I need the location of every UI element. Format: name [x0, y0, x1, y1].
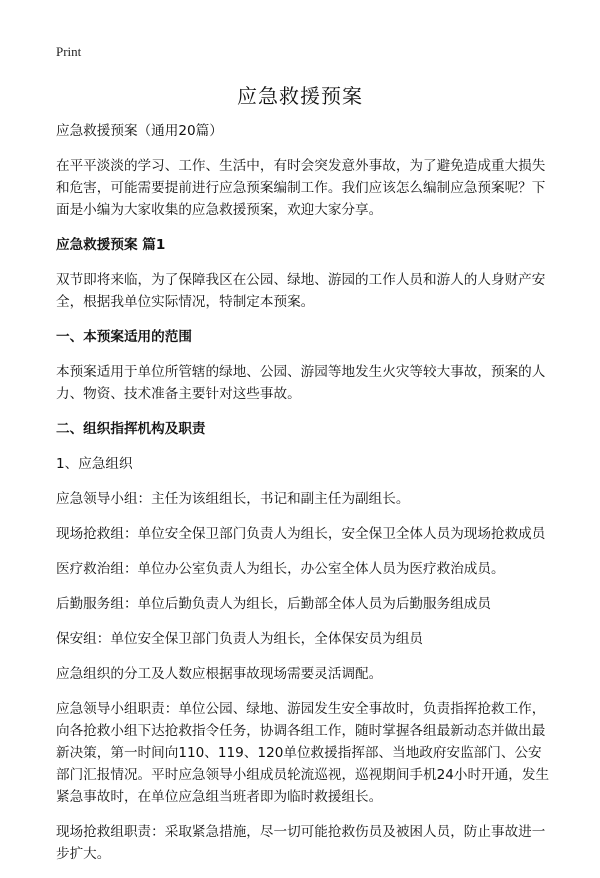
- paragraph-5: 现场抢救组：单位安全保卫部门负责人为组长，安全保卫全体人员为现场抢救成员: [56, 526, 546, 542]
- paragraph-11: 现场抢救组职责：采取紧急措施，尽一切可能抢救伤员及被困人员，防止事故进一步扩大。: [56, 824, 546, 862]
- paragraph-3: 1、应急组织: [56, 456, 133, 472]
- paragraph-9: 应急组织的分工及人数应根据事故现场需要灵活调配。: [56, 666, 383, 682]
- document-body: [56, 120, 552, 878]
- paragraph-8: 保安组：单位安全保卫部门负责人为组长，全体保安员为组员: [56, 631, 424, 647]
- heading-organization: 二、组织指挥机构及职责: [56, 421, 206, 437]
- paragraph-1: 双节即将来临，为了保障我区在公园、绿地、游园的工作人员和游人的人身财产安全，根据我单位实际情况，特制定本预案。: [56, 272, 546, 310]
- page-title: 应急救援预案: [237, 84, 363, 108]
- paragraph-7: 后勤服务组：单位后勤负责人为组长，后勤部全体人员为后勤服务组成员: [56, 596, 491, 612]
- intro-paragraph: 在平平淡淡的学习、工作、生活中，有时会突发意外事故，为了避免造成重大损失和危害，可能需要提前进行应急预案编制工作。我们应该怎么编制应急预案呢？下面是小编为大家收集的应急救援预案，欢迎大家分享。: [56, 158, 546, 218]
- document-subtitle: 应急救援预案（通用20篇）: [56, 123, 223, 139]
- paragraph-4: 应急领导小组：主任为该组组长，书记和副主任为副组长。: [56, 491, 410, 507]
- section-title: 应急救援预案 篇1: [56, 237, 166, 253]
- paragraph-10: 应急领导小组职责：单位公园、绿地、游园发生安全事故时，负责指挥抢救工作，向各抢救小组下达抢救指令任务，协调各组工作，随时掌握各组最新动态并做出最新决策，第一时间向110、119、120单位救援指挥部、当地政府安监部门、公安部门汇报情况。平时应急领导小组成员轮流巡视，巡视期间手机24小时开通，发生紧急事故时，在单位应急组当班者即为临时救援组长。: [56, 701, 550, 805]
- paragraph-2: 本预案适用于单位所管辖的绿地、公园、游园等地发生火灾等较大事故，预案的人力、物资、技术准备主要针对这些事故。: [56, 364, 546, 402]
- heading-scope: 一、本预案适用的范围: [56, 329, 192, 345]
- print-label: Print: [56, 44, 82, 59]
- paragraph-6: 医疗救治组：单位办公室负责人为组长，办公室全体人员为医疗救治成员。: [56, 561, 505, 577]
